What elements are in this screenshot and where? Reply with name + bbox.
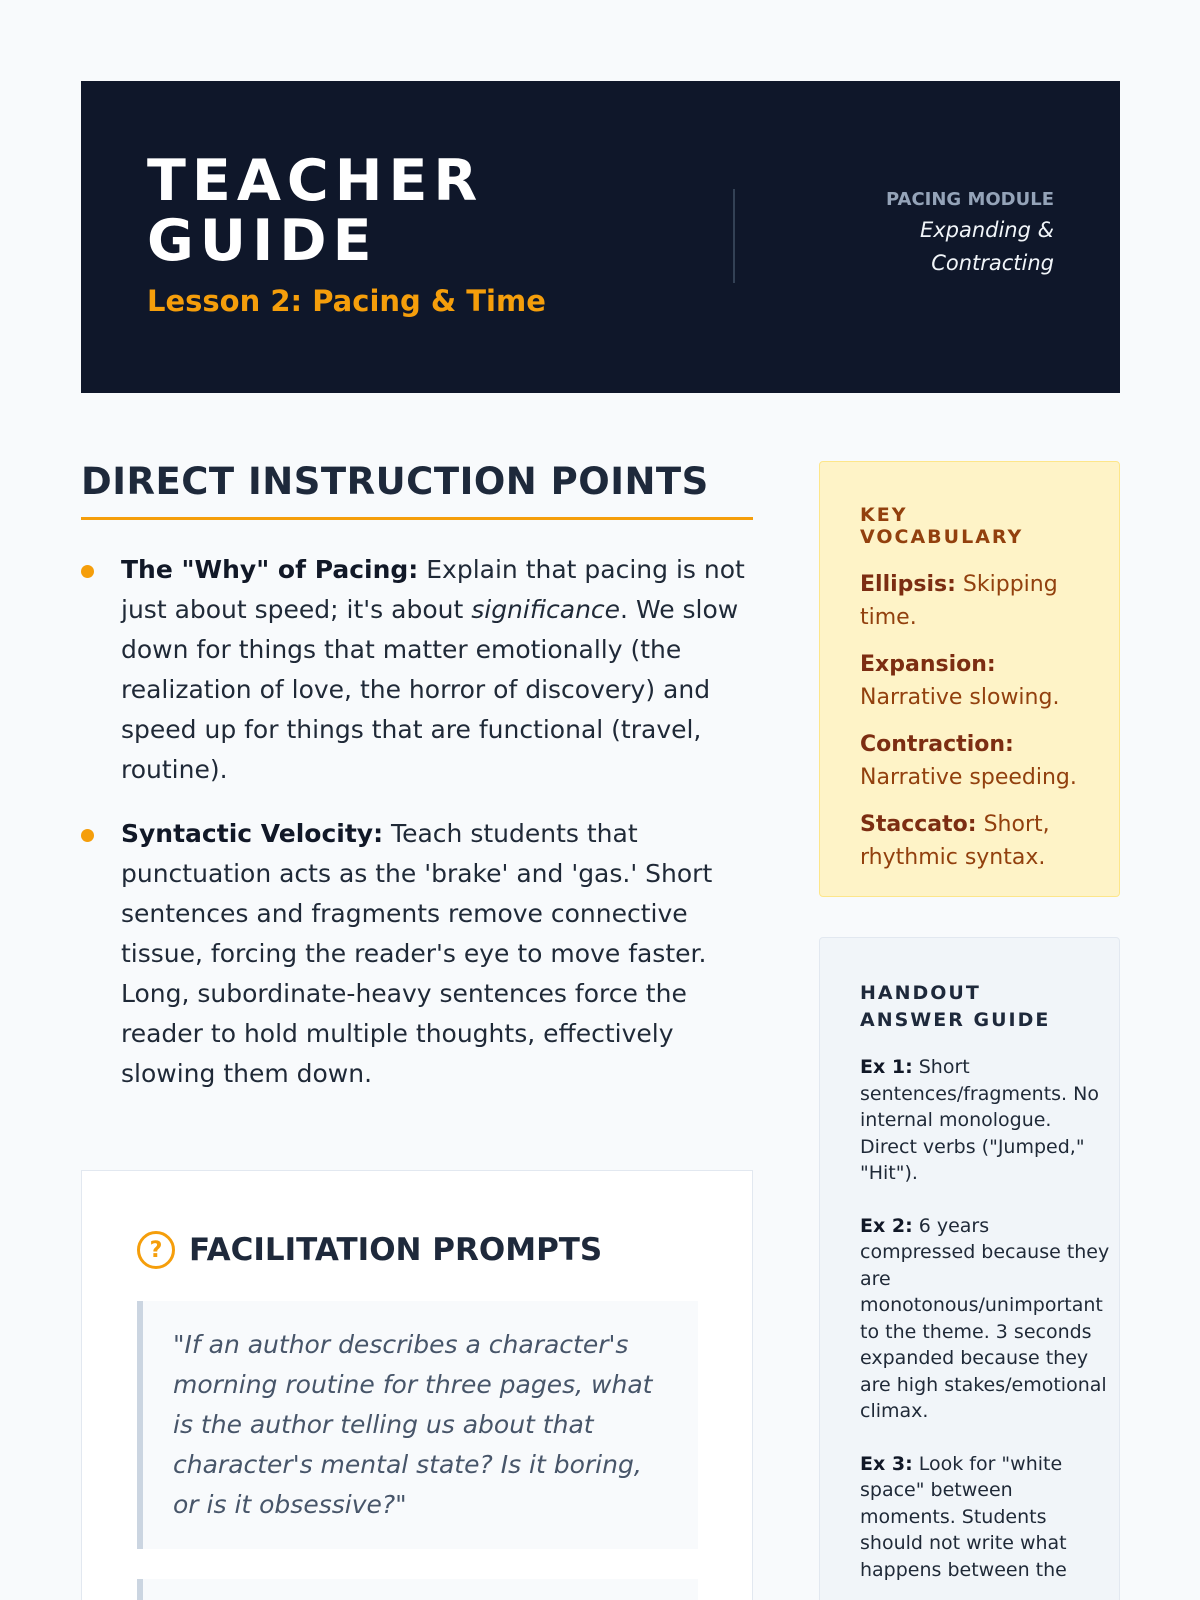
vocabulary-card	[819, 461, 1120, 897]
module-name-line-2: Contracting	[931, 251, 1054, 275]
answer-label: Ex 2:	[860, 1214, 913, 1237]
facilitation-heading	[137, 1231, 602, 1269]
point-term: The "Why" of Pacing:	[121, 555, 419, 584]
vocab-definition: Narrative speeding.	[860, 765, 1077, 790]
vocab-item	[860, 728, 1079, 794]
title-line-1: TEACHER	[147, 148, 484, 214]
answer-text: Short sentences/fragments. No internal monologue. Direct verbs ("Jumped," "Hit").	[860, 1056, 1099, 1184]
vocab-definition: Short, rhythmic syntax.	[860, 812, 1050, 870]
title-line-2: GUIDE	[147, 208, 378, 274]
answer-guide-title: HANDOUT ANSWER GUIDE	[860, 982, 1051, 1031]
vocab-term: Expansion:	[860, 652, 996, 677]
point-emphasis: significance	[471, 595, 621, 624]
instruction-point	[81, 550, 753, 790]
answer-text: Look for "white space" between moments. Students should not write what happens between the	[860, 1452, 1067, 1581]
vocabulary-title: KEY VOCABULARY	[860, 504, 1024, 548]
module-label: PACING MODULE	[885, 189, 1054, 210]
instruction-point	[81, 814, 753, 1094]
facilitation-card	[81, 1170, 753, 1600]
section-title: DIRECT INSTRUCTION POINTS	[81, 460, 753, 520]
answer-label: Ex 3:	[860, 1452, 913, 1475]
question-circle-icon: ?	[137, 1231, 175, 1269]
vocab-definition: Skipping time.	[860, 572, 1058, 630]
point-text: Teach students that punctuation acts as the 'brake' and 'gas.' Short sentences and fragments remove connective tissue, forcing the reader's eye to move faster. Long, subordinate-heavy sentences force the reader to hold multiple thoughts, effectively slowing them down.	[121, 819, 713, 1088]
vocab-item	[860, 808, 1079, 874]
page-title	[147, 148, 627, 274]
facilitation-prompt: "If an author describes a character's morning routine for three pages, what is the author telling us about that character's mental state? Is it boring, or is it obsessive?"	[137, 1301, 698, 1549]
bullet-dot	[81, 565, 94, 578]
vocab-definition: Narrative slowing.	[860, 685, 1060, 710]
module-info	[774, 189, 1054, 280]
facilitation-title: FACILITATION PROMPTS	[189, 1232, 603, 1268]
bullet-dot	[81, 829, 94, 842]
point-term: Syntactic Velocity:	[121, 819, 384, 848]
vocab-term: Ellipsis:	[860, 572, 956, 597]
answer-item	[860, 1213, 1110, 1425]
instruction-points	[81, 550, 753, 1094]
vocab-item	[860, 648, 1079, 714]
header-divider	[733, 189, 735, 283]
point-text: Explain that pacing is not just about speed; it's about	[121, 555, 745, 624]
module-name	[774, 214, 1054, 280]
vocab-term: Contraction:	[860, 732, 1014, 757]
answer-item	[860, 1054, 1110, 1187]
answer-label: Ex 1:	[860, 1056, 913, 1078]
answer-text: 6 years compressed because they are monotonous/unimportant to the theme. 3 seconds expanded because they are high stakes/emotional climax.	[860, 1214, 1110, 1422]
answer-guide-card	[819, 937, 1120, 1600]
lesson-subtitle: Lesson 2: Pacing & Time	[147, 284, 546, 318]
vocab-term: Staccato:	[860, 812, 977, 837]
guide-header	[81, 81, 1120, 393]
point-text-end: . We slow down for things that matter emotionally (the realization of love, the horror of discovery) and speed up for things that are functional (travel, routine).	[121, 595, 739, 784]
facilitation-prompt-next	[137, 1579, 698, 1600]
instruction-section	[81, 460, 753, 1118]
module-name-line-1: Expanding &	[919, 218, 1054, 242]
vocab-item	[860, 568, 1079, 634]
answer-item	[860, 1451, 1110, 1584]
